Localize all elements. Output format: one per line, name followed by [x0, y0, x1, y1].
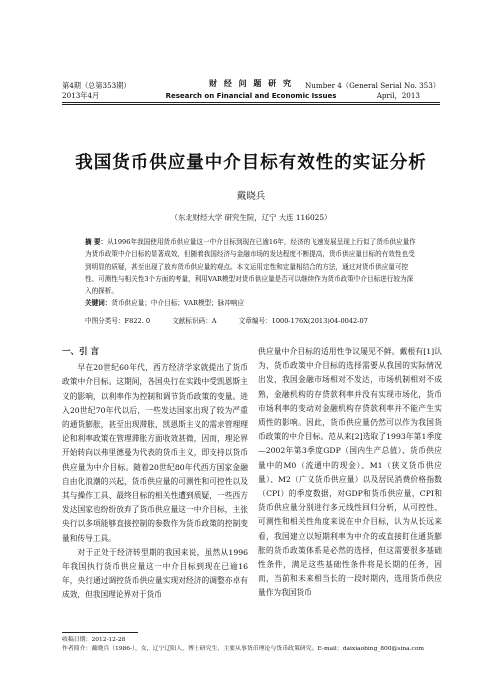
- keywords-label: 关键词：: [85, 299, 112, 308]
- author-affiliation: （东北财经大学 研究生院，辽宁 大连 116025）: [170, 213, 332, 222]
- author-intro: 作者简介：戴晓兵（1986-），女，辽宁辽阳人，博士研究生，主要从事货币理论与货币政策研究。E-mail：daixiaobing_800@sina.com: [62, 645, 424, 652]
- clc-number: 中图分类号：F822. 0: [85, 317, 151, 325]
- footnote: [62, 636, 442, 654]
- journal-date-en: April，2013: [376, 91, 420, 100]
- classification-line: [85, 315, 388, 325]
- abstract-text: 从1996年我国使用货币供应量这一中介目标到现在已逾16年，经济的飞速发展呈现上行似了货币供应量作为货币政策中介目标的显著成效，但随着我国经济与金融市场的发达程度不断提高，货币供应量目标的有效性也受到明显的质疑，甚至出现了放弃货币供应量的观点。本文运用定性和定量相结合的方法，通过对货币供应量可控性、可测性与相关性3个方面的考量，利用VAR模型对货币供应量是否可以继续作为货币政策中介目标进行较为深入的探析。: [85, 238, 416, 296]
- article-author: 戴晓兵: [236, 191, 266, 202]
- document-code: 文献标识码：A: [172, 317, 217, 325]
- journal-issue-en: Number 4（General Serial No. 353）: [305, 81, 440, 90]
- received-date: 收稿日期：2012-12-28: [62, 637, 126, 643]
- paragraph: 供应量中介目标的适用性争议屡见不鲜。戴根有[1]认为，货币政策中介目标的选择需要从我国的实际情况出发，我国金融市场相对不发达，市场机制相对不成熟，金融机构的存贷款利率并没有实现市场化，货币市场利率的变动对金融机构存贷款利率并不能产生实质性的影响。因此，货币供应量仍然可以作为我国货币政策的中介目标。范从来[2]选取了1993年第1季度—2002年第3季度GDP（国内生产总值）、货币供应量中的M0（流通中的现金）、M1（狭义货币供应量）、M2（广义货币供应量）以及居民消费价格指数（CPI）的季度数据，对GDP和货币供应量，CPI和货币供应量分别进行多元线性回归分析，从可控性、可测性和相关性角度来说在中介目标，认为从长远来看，我国建立以短期利率为中介的或直接盯住通货膨胀的货币政策体系是必然的选择，但这需要很多基础性条件，满足这些基础性条件将是长期的任务，因而，当前和未来相当长的一段时期内，选用货币供应量作为我国货币: [258, 347, 442, 598]
- journal-name-en: Research on Financial and Economic Issues: [165, 92, 337, 100]
- paragraph: 对于正处于经济转型期的我国来说，虽然从1996年我国执行货币供应量这一中介目标到现在已逾16年，央行通过调控货币供应量实现对经济的调整亦卓有成效，但我国理论界对于货币: [62, 547, 248, 600]
- abstract-label: 摘 要：: [85, 238, 108, 246]
- paragraph: 早在20世纪60年代，西方经济学家就提出了货币政策中介目标。这期间，各国央行在实践中受凯恩斯主义的影响，以利率作为控制和调节货币政策的变量。进入20世纪70年代以后，一些发达国家出现了较为严重的通货膨胀，甚至出现滞胀，凯恩斯主义的需求管理理论和利率政策在管理滞胀方面收效甚微，因而，理论界开始转向以弗里德曼为代表的货币主义，即支持以货币供应量为中介目标。随着20世纪80年代西方国家金融自由化浪潮的兴起，货币供应量的可测性和可控性以及其与操作工具、最终目标的相关性遭到质疑，一些西方发达国家也纷纷放弃了货币供应量这一中介目标，主张央行以多项能够直接控制的参数作为货币政策的控制变量和传导工具。: [62, 363, 248, 543]
- keywords-text: 货币供应量；中介目标；VAR模型；脉冲响应: [111, 299, 245, 308]
- article-title: 我国货币供应量中介目标有效性的实证分析: [75, 153, 427, 173]
- header-rule: [62, 102, 440, 103]
- journal-date-cn: 2013年4月: [62, 91, 100, 100]
- abstract: [85, 236, 419, 310]
- left-column: [62, 345, 248, 603]
- right-column: [258, 345, 442, 601]
- article-number: 文章编号：1000-176X(2013)04-0042-07: [238, 317, 368, 325]
- journal-issue-cn: 第4期（总第353期）: [62, 81, 131, 90]
- journal-name-cn: 财 经 问 题 研 究: [209, 79, 293, 88]
- footnote-rule: [62, 632, 138, 633]
- header-rule-thin: [62, 104, 440, 105]
- section-heading-intro: 一、引 言: [62, 347, 99, 357]
